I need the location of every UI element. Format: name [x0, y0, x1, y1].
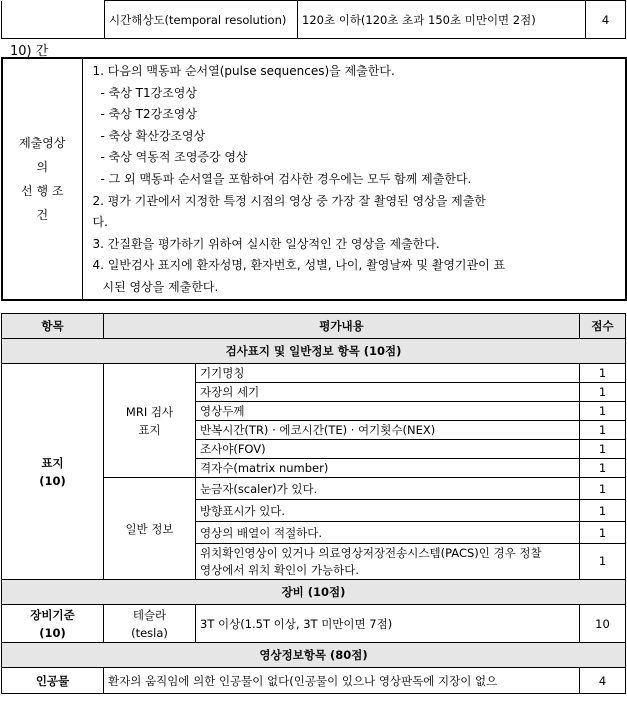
header-item: 항목: [2, 314, 104, 339]
artifact-score: 4: [580, 668, 626, 694]
requirement-item-1: 1. 다음의 맥동파 순서열(pulse sequences)을 제출한다.: [92, 64, 395, 78]
artifact-item-cell: 인공물: [2, 668, 104, 694]
mri-group-cell: [104, 364, 196, 478]
mri-group-line: 표지: [138, 422, 161, 437]
general-item-score: 1: [580, 522, 626, 544]
requirement-item-4-cont: 시된 영상을 제출한다.: [102, 279, 219, 294]
display-points: (10): [39, 473, 66, 488]
top-row-label: 시간해상도(temporal resolution): [105, 1, 298, 39]
label-line: 선 행 조: [21, 183, 64, 198]
requirements-table: [1, 57, 627, 301]
artifact-content: 환자의 움직임에 의한 인공물이 없다(인공물이 있으나 영상판독에 지장이 없으: [104, 668, 580, 694]
sub-item: - 축상 T2강조영상: [100, 107, 197, 122]
mri-item-score: 1: [580, 402, 626, 421]
equipment-content: 3T 이상(1.5T 이상, 3T 미만이면 7점): [196, 605, 580, 643]
general-item-score: 1: [580, 500, 626, 522]
mri-item: 영상두께: [196, 402, 580, 421]
top-table: [1, 0, 626, 39]
table-row: [2, 364, 626, 383]
sub-item: - 그 외 맥동파 순서열을 포함하여 검사한 경우에는 모두 함께 제출한다.: [100, 171, 472, 186]
section-title: 장비 (10점): [2, 580, 626, 605]
display-name: 표지: [41, 455, 64, 470]
label-line: 건: [36, 207, 49, 222]
sub-item: - 축상 확산강조영상: [100, 128, 206, 143]
table-row: [2, 1, 626, 39]
section-title: 검사표지 및 일반정보 항목 (10점): [2, 339, 626, 364]
header-score: 점수: [580, 314, 626, 339]
requirement-item-3: 3. 간질환을 평가하기 위하여 실시한 일상적인 간 영상을 제출한다.: [92, 236, 440, 251]
general-item-line: 위치확인영상이 있거나 의료영상저장전송시스템(PACS)인 경우 정찰: [200, 545, 542, 560]
requirements-content: [82, 58, 626, 300]
requirement-item-4: 4. 일반검사 표지에 환자성명, 환자번호, 성별, 나이, 촬영날짜 및 촬영기관이 표: [92, 258, 506, 273]
mri-item: 반복시간(TR) · 에코시간(TE) · 여기횟수(NEX): [196, 421, 580, 440]
mri-item-score: 1: [580, 440, 626, 459]
requirements-label: [2, 58, 82, 300]
mri-item-score: 1: [580, 459, 626, 478]
general-group-cell: 일반 정보: [104, 478, 196, 580]
evaluation-table: [1, 313, 626, 694]
mri-item-score: 1: [580, 421, 626, 440]
mri-item: 조사야(FOV): [196, 440, 580, 459]
equipment-unit-line: (tesla): [131, 625, 168, 640]
label-line: 의: [36, 159, 49, 174]
requirement-item-2-cont: 다.: [92, 215, 108, 230]
equipment-points: (10): [39, 625, 66, 640]
section-heading: 10) 간: [10, 44, 49, 59]
equipment-unit-cell: [104, 605, 196, 643]
top-row-content: 120초 이하(120초 초과 150초 미만이면 2점): [298, 1, 586, 39]
mri-item: 자장의 세기: [196, 383, 580, 402]
sub-item: - 축상 T1강조영상: [100, 85, 197, 100]
header-row: [2, 314, 626, 339]
general-item-line: 영상에서 위치 확인이 가능하다.: [200, 562, 360, 577]
label-line: 제출영상: [19, 135, 66, 150]
mri-item: 기기명칭: [196, 364, 580, 383]
table-row: [2, 668, 626, 694]
mri-item: 격자수(matrix number): [196, 459, 580, 478]
equipment-unit-line: 테슬라: [132, 607, 167, 622]
top-row-score: 4: [586, 1, 626, 39]
general-item: 눈금자(scaler)가 있다.: [196, 478, 580, 500]
general-item: [196, 544, 580, 580]
section-title: 영상정보항목 (80점): [2, 643, 626, 668]
requirement-item-2: 2. 평가 기관에서 지정한 특정 시점의 영상 중 가장 잘 촬영된 영상을 제출한: [92, 193, 486, 208]
header-content: 평가내용: [104, 314, 580, 339]
display-item-cell: [2, 364, 104, 580]
section-row: [2, 643, 626, 668]
section-row: [2, 339, 626, 364]
mri-item-score: 1: [580, 364, 626, 383]
equipment-score: 10: [580, 605, 626, 643]
general-item-score: 1: [580, 544, 626, 580]
mri-item-score: 1: [580, 383, 626, 402]
equipment-name: 장비기준: [30, 607, 75, 622]
section-row: [2, 580, 626, 605]
general-item: 영상의 배열이 적절하다.: [196, 522, 580, 544]
general-item-score: 1: [580, 478, 626, 500]
table-row: [2, 605, 626, 643]
equipment-item-cell: [2, 605, 104, 643]
mri-group-line: MRI 검사: [125, 404, 174, 419]
sub-item: - 축상 역동적 조영증강 영상: [100, 150, 248, 165]
blank-cell: [2, 1, 105, 39]
general-item: 방향표시가 있다.: [196, 500, 580, 522]
